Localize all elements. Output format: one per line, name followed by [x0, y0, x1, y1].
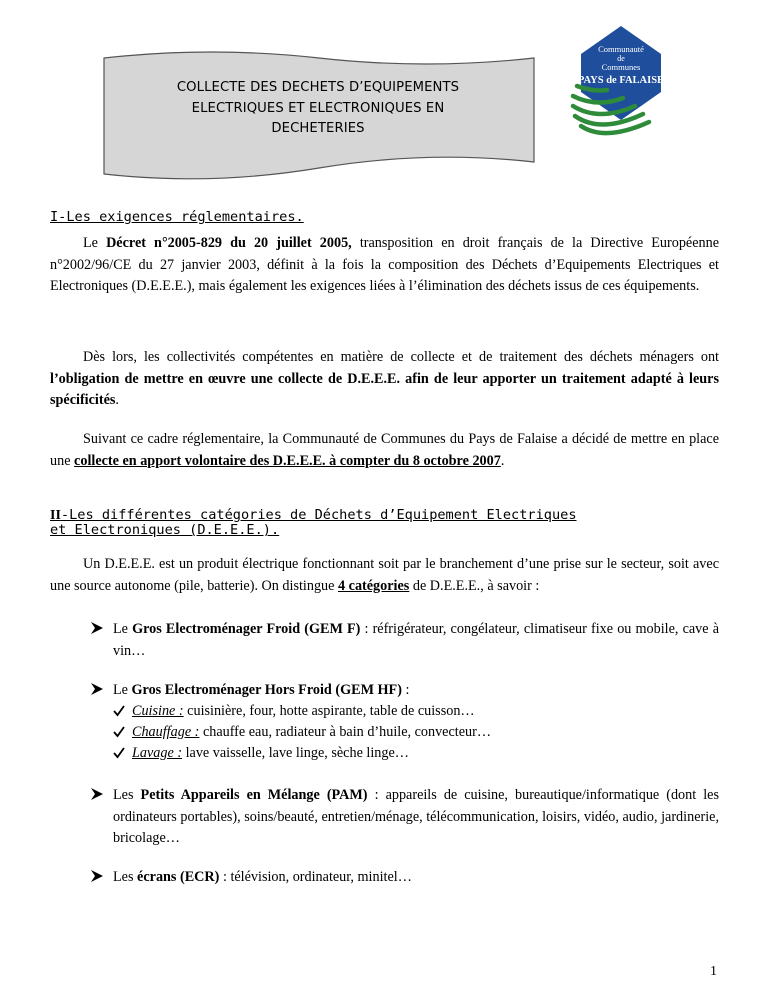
- arrow-bullet-icon: [90, 621, 104, 635]
- sub-item-chauffage: Chauffage : chauffe eau, radiateur à bain d’huile, convecteur…: [113, 722, 491, 744]
- list-item-ecr: Les écrans (ECR) : télévision, ordinateur, minitel…: [90, 867, 719, 889]
- arrow-bullet-icon: [90, 787, 104, 801]
- paragraph-collecte: Suivant ce cadre réglementaire, la Communauté de Communes du Pays de Falaise a décidé de mettre en place une collecte en apport volontaire des D.E.E.E. à compter du 8 octobre 2007.: [50, 431, 719, 469]
- checkmark-icon: [113, 705, 125, 717]
- checkmark-icon: [113, 747, 125, 759]
- list-item-pam: Les Petits Appareils en Mélange (PAM) : appareils de cuisine, bureautique/informatique (dont les ordinateurs portables), soins/beauté, entretien/ménage, télécommunication, loisirs, vidéo, audio, jardinerie, bricolage…: [90, 785, 719, 850]
- section-1-heading: I-Les exigences réglementaires.: [50, 209, 304, 225]
- sub-item-cuisine: Cuisine : cuisinière, four, hotte aspirante, table de cuisson…: [113, 701, 475, 723]
- paragraph-categories-intro: Un D.E.E.E. est un produit électrique fonctionnant soit par le branchement d’une prise sur le secteur, soit avec une source autonome (pile, batterie). On distingue 4 catégories de D.E.E.E., à savoir :: [50, 556, 719, 594]
- paragraph-obligation: Dès lors, les collectivités compétentes en matière de collecte et de traitement des déchets ménagers ont l’obligation de mettre en œuvre une collecte de D.E.E.E. afin de leur apporter un traitement adapté à leurs spécificités.: [50, 349, 719, 408]
- page-number: 1: [710, 964, 717, 979]
- logo-text-line-2: de: [617, 54, 625, 63]
- banner-title-line-1: COLLECTE DES DECHETS D’EQUIPEMENTS: [176, 80, 460, 95]
- arrow-bullet-icon: [90, 869, 104, 883]
- pays-de-falaise-logo: [563, 22, 681, 140]
- checkmark-icon: [113, 726, 125, 738]
- list-item-gem-f: Le Gros Electroménager Froid (GEM F) : réfrigérateur, congélateur, climatiseur fixe ou mobile, cave à vin…: [90, 619, 719, 662]
- banner-title-line-3: DECHETERIES: [271, 121, 365, 136]
- paragraph-decret: Le Décret n°2005-829 du 20 juillet 2005, transposition en droit français de la Directive Européenne n°2002/96/CE du 27 janvier 2003, définit à la fois la composition des Déchets d’Equipements Electriques et Electroniques (D.E.E.E.), mais également les exigences liées à l’élimination des déchets issus de ces équipements.: [50, 235, 720, 294]
- arrow-bullet-icon: [90, 682, 104, 696]
- logo-text-line-3: Communes: [601, 62, 641, 72]
- list-item-gem-hf: Le Gros Electroménager Hors Froid (GEM HF) :: [90, 680, 719, 702]
- banner-title-line-2: ELECTRIQUES ET ELECTRONIQUES EN: [191, 100, 445, 116]
- banner-title: [112, 78, 524, 140]
- sub-item-lavage: Lavage : lave vaisselle, lave linge, sèche linge…: [113, 743, 409, 765]
- logo-text-line-4: PAYS de FALAISE: [577, 75, 665, 86]
- logo-text-line-1: Communauté: [598, 44, 644, 54]
- section-2-heading: II-Les différentes catégories de Déchets d’Equipement Electriques et Electroniques (D.E.E.E.).: [50, 507, 577, 538]
